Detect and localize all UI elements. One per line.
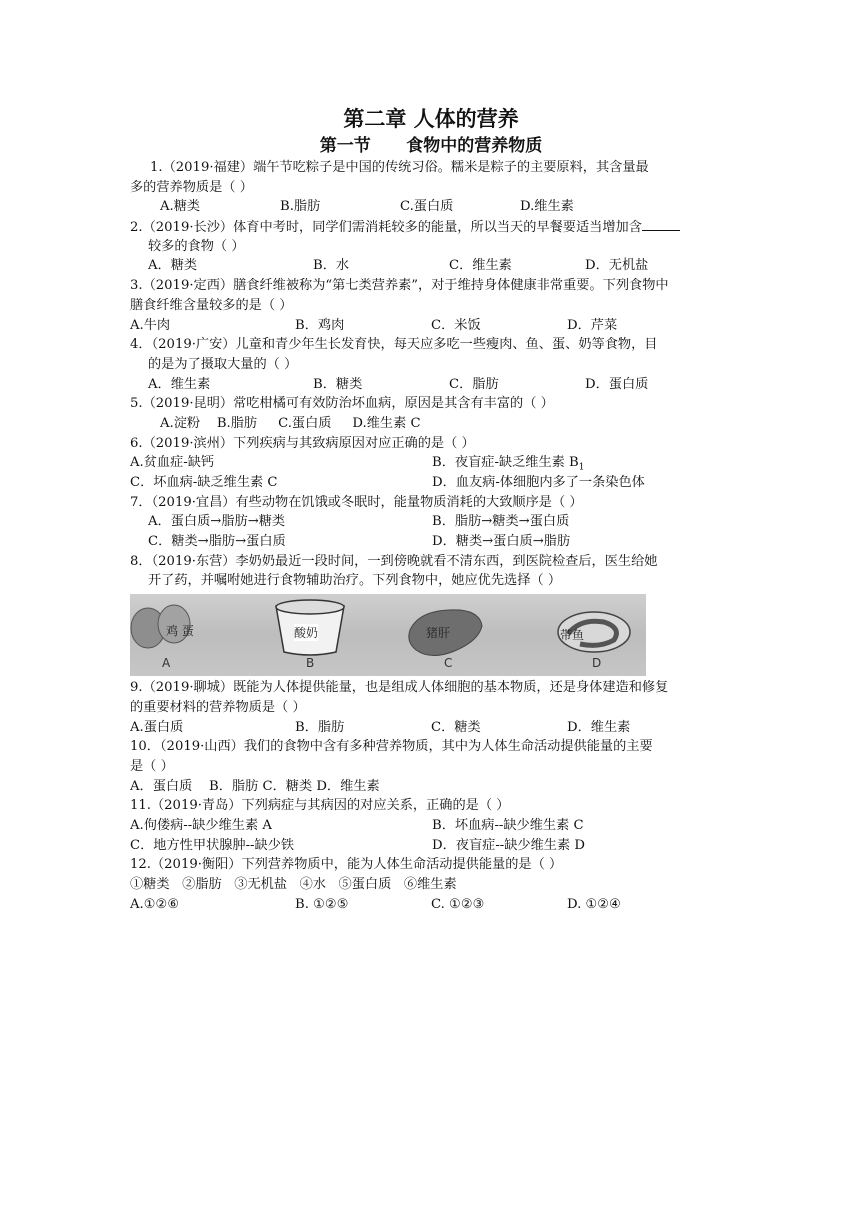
option-c[interactable]: C．糖类→脂肪→蛋白质 xyxy=(148,534,286,550)
option-b[interactable] xyxy=(432,453,584,473)
chapter-title: 第二章 人体的营养 xyxy=(343,107,519,131)
option-d[interactable]: D. ①②④ xyxy=(567,896,621,912)
option-a[interactable]: A．糖类 xyxy=(148,258,198,274)
answer-options xyxy=(130,718,732,738)
question-text xyxy=(130,217,732,237)
question-3 xyxy=(130,276,732,335)
option-c[interactable]: C．坏血病-缺乏维生素 C xyxy=(130,475,278,490)
option-c[interactable]: C. ①②③ xyxy=(431,896,485,912)
question-4 xyxy=(130,335,732,394)
answer-options xyxy=(130,375,732,395)
question-text: 的是为了摄取大量的（ ） xyxy=(148,356,298,372)
question-text: 的重要材料的营养物质是（ ） xyxy=(130,699,306,715)
option-b[interactable]: B．脂肪 xyxy=(295,719,345,735)
question-10 xyxy=(130,737,732,796)
question-text: 10．（2019·山西）我们的食物中含有多种营养物质，其中为人体生命活动提供能量的主要 xyxy=(130,739,653,755)
option-d[interactable]: D．维生素 xyxy=(567,719,631,735)
option-c[interactable]: C.蛋白质 xyxy=(400,199,454,215)
option-b[interactable]: B．脂肪→糖类→蛋白质 xyxy=(432,514,570,530)
question-5 xyxy=(130,394,732,433)
option-c[interactable]: C．米饭 xyxy=(431,317,481,333)
question-1 xyxy=(130,158,732,217)
question-text: 4．（2019·广安）儿童和青少年生长发育快，每天应多吃一些瘦肉、鱼、蛋、奶等食物，目 xyxy=(130,337,658,353)
question-text: 8．（2019·东营）李奶奶最近一段时间，一到傍晚就看不清东西，到医院检查后，医生给她 xyxy=(130,553,658,569)
answer-options xyxy=(130,532,732,552)
question-text: 5.（2019·昆明）常吃柑橘可有效防治坏血病，原因是其含有丰富的（ ） xyxy=(130,396,554,412)
option-d[interactable]: D xyxy=(592,656,602,671)
option-d[interactable]: D．糖类→蛋白质→脂肪 xyxy=(432,534,571,550)
question-11 xyxy=(130,796,732,855)
option-c[interactable]: C．糖类 xyxy=(431,719,481,735)
food-label-egg: 鸡 蛋 xyxy=(166,624,194,639)
option-b-text: B．夜盲症-缺乏维生素 B xyxy=(432,455,579,471)
option-d[interactable]: D．无机盐 xyxy=(585,258,649,274)
answer-options xyxy=(130,816,732,836)
option-a[interactable]: A．维生素 xyxy=(148,376,211,392)
option-d[interactable]: D．夜盲症--缺少维生素 D xyxy=(432,837,585,853)
question-text: 9.（2019·聊城）既能为人体提供能量，也是组成人体细胞的基本物质，还是身体建造和修复 xyxy=(130,680,669,696)
answer-options xyxy=(130,836,732,856)
subscript: 1 xyxy=(578,462,585,473)
option-a[interactable]: A.①②⑥ xyxy=(130,896,180,912)
question-7 xyxy=(130,493,732,552)
section-title: 第一节 食物中的营养物质 xyxy=(319,136,543,156)
question-text: 多的营养物质是（ ） xyxy=(130,179,253,195)
question-9 xyxy=(130,678,732,737)
question-text: 7．（2019·宜昌）有些动物在饥饿或冬眠时，能量物质消耗的大致顺序是（ ） xyxy=(130,494,583,510)
answer-options xyxy=(130,453,732,473)
question-8 xyxy=(130,552,732,676)
question-6 xyxy=(130,434,732,493)
food-label-yogurt: 酸奶 xyxy=(294,626,319,641)
option-a[interactable]: A．蛋白质→脂肪→糖类 xyxy=(148,514,286,530)
question-2 xyxy=(130,217,732,276)
option-d[interactable]: D．蛋白质 xyxy=(585,376,649,392)
option-b[interactable]: B．坏血病--缺少维生素 C xyxy=(432,817,584,833)
answer-options xyxy=(130,512,732,532)
question-text: 较多的食物（ ） xyxy=(148,238,245,254)
answer-options xyxy=(130,197,732,217)
answer-options xyxy=(130,473,732,493)
question-12 xyxy=(130,855,732,914)
answer-options xyxy=(130,316,732,336)
option-d[interactable]: D．芹菜 xyxy=(567,317,618,333)
worksheet xyxy=(130,104,732,914)
answer-options[interactable]: A.淀粉 B.脂肪 C.蛋白质 D.维生素 C xyxy=(160,415,421,431)
option-a[interactable]: A.蛋白质 xyxy=(130,719,184,735)
food-options-image xyxy=(130,594,646,676)
question-text: 6.（2019·滨州）下列疾病与其致病原因对应正确的是（ ） xyxy=(130,435,475,451)
question-text: 3.（2019·定西）膳食纤维被称为“第七类营养素”，对于维持身体健康非常重要。下列食物中 xyxy=(130,278,669,294)
option-b[interactable]: B. ①②⑤ xyxy=(295,896,349,912)
option-a[interactable]: A.糖类 xyxy=(160,199,201,215)
option-b[interactable]: B．鸡肉 xyxy=(295,317,345,333)
answer-options[interactable]: A．蛋白质 B．脂肪 C．糖类 D．维生素 xyxy=(130,778,380,794)
answer-options xyxy=(130,256,732,276)
option-a[interactable]: A xyxy=(162,656,171,671)
question-text: 膳食纤维含量较多的是（ ） xyxy=(130,297,293,313)
option-d[interactable]: D．血友病-体细胞内多了一条染色体 xyxy=(432,475,645,490)
option-b[interactable]: B．水 xyxy=(313,258,350,274)
question-text: 是（ ） xyxy=(130,758,174,774)
option-b[interactable]: B.脂肪 xyxy=(280,199,321,215)
option-c[interactable]: C．维生素 xyxy=(449,258,512,274)
answer-options xyxy=(130,895,732,915)
option-c[interactable]: C xyxy=(444,656,453,671)
option-d[interactable]: D.维生素 xyxy=(520,199,574,215)
option-b[interactable]: B．糖类 xyxy=(313,376,363,392)
question-text-part: 2.（2019·长沙）体育中考时，同学们需消耗较多的能量，所以当天的早餐要适当增加含 xyxy=(130,220,642,236)
question-text: 1.（2019·福建）端午节吃粽子是中国的传统习俗。糯米是粽子的主要原料，其含量最 xyxy=(150,160,649,175)
food-label-liver: 猪肝 xyxy=(426,626,451,641)
option-c[interactable]: C．脂肪 xyxy=(449,376,499,392)
question-text: 11.（2019·青岛）下列病症与其病因的对应关系，正确的是（ ） xyxy=(130,798,510,814)
question-text: 12.（2019·衡阳）下列营养物质中，能为人体生命活动提供能量的是（ ） xyxy=(130,857,563,873)
fill-blank[interactable] xyxy=(642,217,680,231)
food-label-hairtail: 带鱼 xyxy=(560,628,585,643)
option-c[interactable]: C．地方性甲状腺肿--缺少铁 xyxy=(130,837,295,853)
question-text: 开了药，并嘱咐她进行食物辅助治疗。下列食物中，她应优先选择（ ） xyxy=(148,573,562,589)
option-a[interactable]: A.佝偻病--缺少维生素 A xyxy=(130,817,272,833)
option-a[interactable]: A.牛肉 xyxy=(130,317,171,333)
option-b[interactable]: B xyxy=(306,656,315,671)
question-text: ①糖类 ②脂肪 ③无机盐 ④水 ⑤蛋白质 ⑥维生素 xyxy=(130,877,457,892)
option-a[interactable]: A.贫血症-缺钙 xyxy=(130,455,215,471)
